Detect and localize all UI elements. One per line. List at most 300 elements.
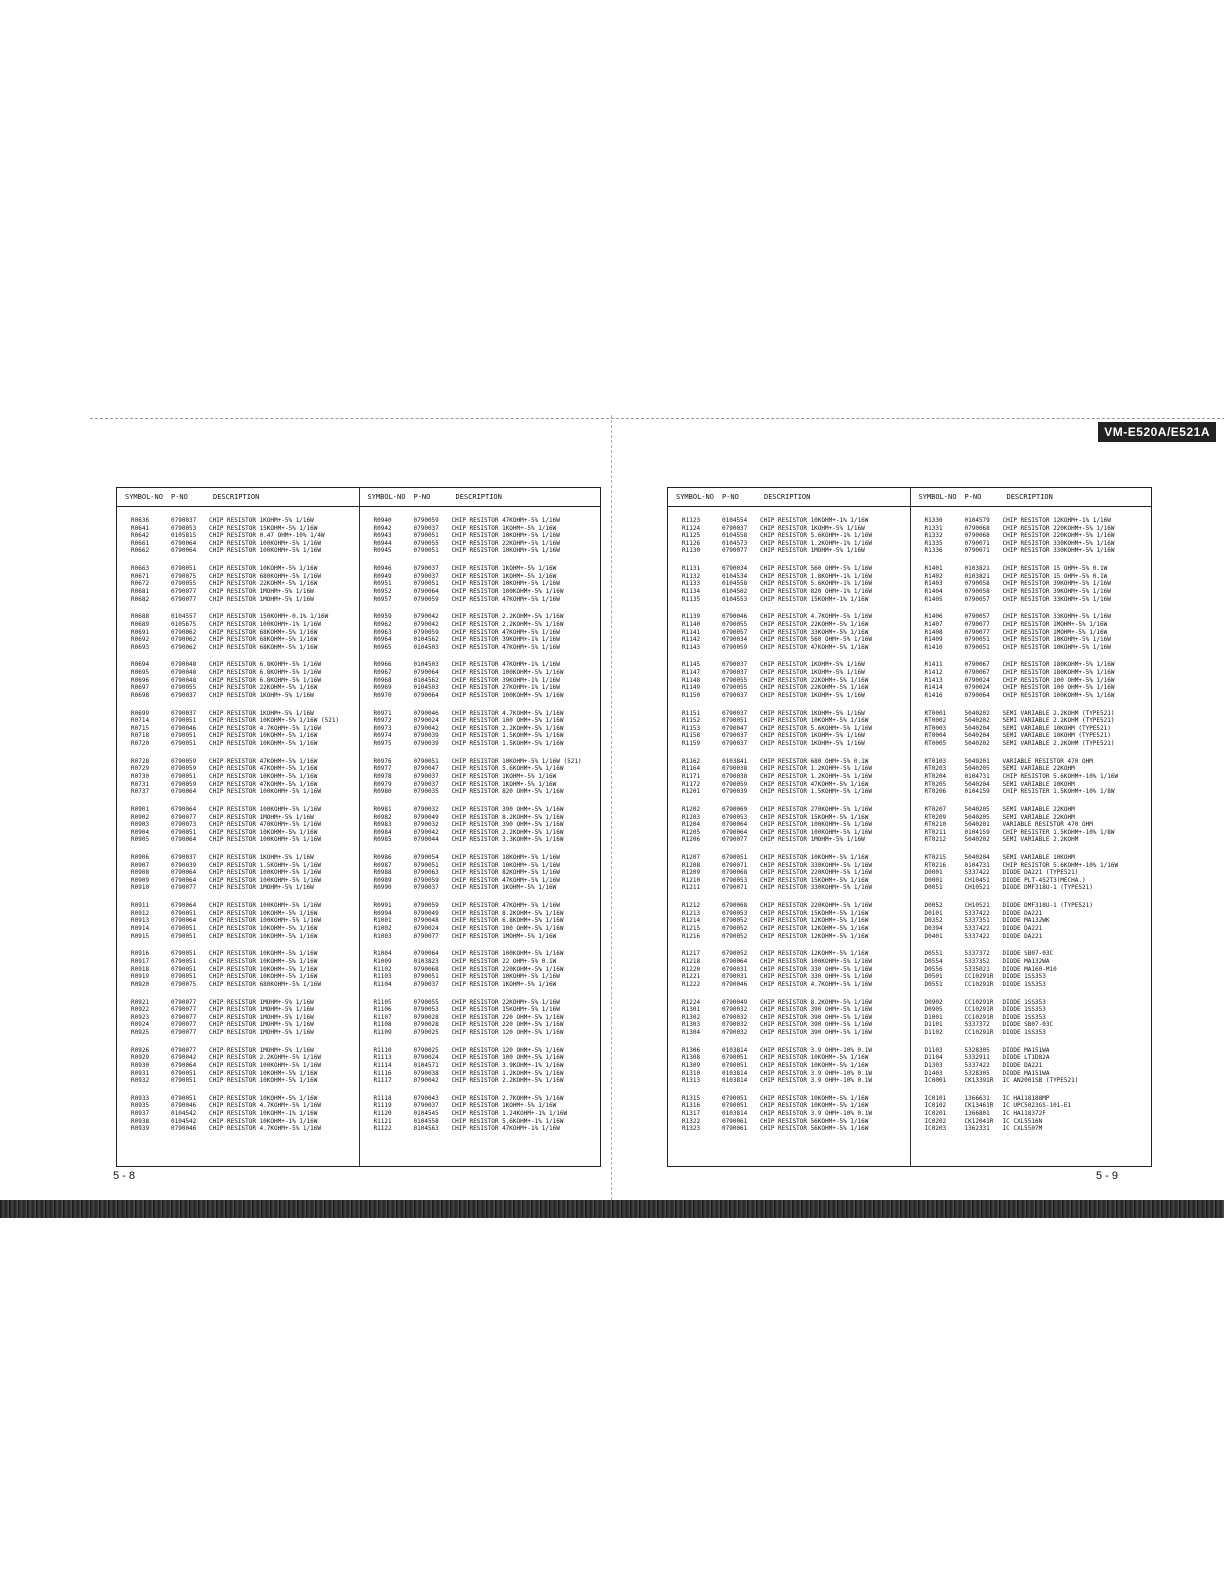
symbol-no: R1159 — [682, 740, 701, 747]
table-row — [668, 644, 910, 652]
symbol-no: R0728 — [131, 757, 150, 765]
table-row — [911, 910, 1153, 918]
description: DIODE DA221 (TYPE521) — [1002, 869, 1079, 877]
symbol-no: D0051 — [924, 884, 943, 892]
symbol-no: R0697 — [131, 684, 150, 692]
table-row — [911, 1047, 1153, 1055]
part-no: 0790052 — [722, 917, 748, 925]
header-p-no: P-NO — [964, 493, 982, 501]
table-row — [668, 788, 910, 796]
symbol-no: R1148 — [682, 676, 701, 684]
description: CHIP RESISTOR 100KOHM+-5% 1/16W — [209, 547, 321, 555]
part-no: 0103823 — [413, 958, 439, 965]
description: CHIP RESISTOR 2.2KOHM+-5% 1/16W — [451, 828, 564, 836]
description: CHIP RESISTOR 0.47 OHM+-10% 1/4W — [209, 532, 325, 540]
part-no: 0790037 — [171, 691, 197, 699]
symbol-no: R0698 — [131, 691, 150, 699]
table-row — [360, 814, 602, 822]
symbol-no: R1408 — [924, 628, 943, 636]
description: CHIP RESISTOR 470KOHM+-5% 1/16W — [209, 821, 321, 829]
parts-group — [360, 1095, 602, 1133]
parts-group — [117, 1047, 359, 1085]
table-row — [117, 877, 359, 885]
description: CHIP RESISTOR 680KOHM+-5% 1/16W — [209, 980, 321, 988]
symbol-no: R1202 — [682, 805, 701, 813]
table-row — [117, 532, 359, 540]
table-row — [117, 565, 359, 573]
description: CHIP RESISTOR 47KOHM+-5% 1/16W — [451, 628, 560, 636]
table-row — [668, 854, 910, 862]
table-row — [911, 902, 1153, 910]
description: SEMI VARIABLE 10KOHM — [1002, 854, 1075, 862]
part-no: 5040202 — [964, 717, 990, 725]
symbol-no: R0977 — [373, 765, 392, 773]
description: CHIP RESISTOR 15KOHM+-1% 1/16W — [760, 595, 869, 603]
description: CHIP RESISTOR 220KOHM+-5% 1/16W — [451, 965, 564, 973]
description: CHIP RESISTOR 68KOHM+-5% 1/16W — [209, 628, 318, 636]
table-row — [668, 677, 910, 685]
symbol-no: R1117 — [373, 1077, 392, 1085]
symbol-no: R1308 — [682, 1054, 701, 1062]
part-no: 0790049 — [722, 998, 748, 1006]
table-row — [117, 580, 359, 588]
parts-list-page-right — [667, 487, 1152, 1167]
part-no: 0104571 — [413, 1061, 439, 1069]
table-row — [668, 1110, 910, 1118]
symbol-no: RT0204 — [924, 772, 947, 780]
table-row — [117, 758, 359, 766]
symbol-no: R1153 — [682, 724, 701, 732]
table-row — [911, 981, 1153, 989]
description: CHIP RESISTOR 270KOHM+-5% 1/16W — [760, 805, 872, 813]
page-number-left: 5 - 8 — [113, 1170, 136, 1182]
symbol-no: RT0001 — [924, 709, 947, 717]
table-row — [911, 1077, 1153, 1085]
table-row — [117, 958, 359, 966]
parts-group — [668, 950, 910, 988]
part-no: 0790055 — [171, 580, 197, 588]
table-row — [911, 1029, 1153, 1037]
symbol-no: R1224 — [682, 998, 701, 1006]
symbol-no: R1109 — [373, 1028, 392, 1036]
part-no: 0790063 — [413, 869, 439, 877]
part-no: 5337422 — [964, 925, 990, 933]
part-no: 0790059 — [413, 595, 439, 603]
symbol-no: R0981 — [373, 805, 392, 813]
symbol-no: R0915 — [131, 932, 150, 940]
table-row — [668, 1014, 910, 1022]
table-row — [117, 999, 359, 1007]
part-no: 0790051 — [171, 909, 197, 917]
description: DIODE SB07-03C — [1002, 950, 1054, 958]
symbol-no: R0912 — [131, 909, 150, 917]
symbol-no: R0935 — [131, 1102, 150, 1110]
table-row — [668, 933, 910, 941]
description: CHIP RESISTOR 390 OHM+-5% 1/16W — [451, 821, 564, 829]
symbol-no: R1317 — [682, 1110, 701, 1118]
description: CHIP RESISTOR 39KOHM+-1% 1/16W — [451, 636, 560, 644]
symbol-no: R0994 — [373, 909, 392, 917]
description: SEMI VARIABLE 2.2KOHM (TYPE521) — [1002, 740, 1115, 747]
part-no: 0790042 — [413, 1077, 439, 1085]
symbol-no: R1332 — [924, 532, 943, 540]
description: CHIP RESISTOR 680KOHM+-5% 1/16W — [209, 572, 321, 580]
table-row — [911, 732, 1153, 740]
symbol-no: R0962 — [373, 620, 392, 628]
description: CHIP RESISTOR 1MOHM+-5% 1/16W — [209, 998, 314, 1006]
description: CHIP RESISTOR 22KOHM+-5% 1/16W — [760, 684, 869, 692]
parts-group — [360, 613, 602, 651]
description: CHIP RESISTOR 5.6KOHM+-10% 1/16W — [1002, 772, 1119, 780]
table-row — [668, 829, 910, 837]
table-row — [360, 1095, 602, 1103]
parts-group — [117, 661, 359, 699]
symbol-no: R0715 — [131, 724, 150, 732]
symbol-no: R0636 — [131, 517, 150, 524]
table-row — [911, 966, 1153, 974]
symbol-no: R0718 — [131, 732, 150, 740]
part-no: 5040205 — [964, 813, 990, 821]
description: CHIP RESISTOR 1KOHM+-5% 1/16W — [760, 669, 865, 677]
symbol-no: R0688 — [131, 613, 150, 621]
table-row — [360, 821, 602, 829]
part-no: 0790051 — [964, 636, 990, 644]
table-row — [360, 999, 602, 1007]
part-no: 0790051 — [171, 965, 197, 973]
symbol-no: R0920 — [131, 980, 150, 988]
symbol-no: R1162 — [682, 757, 701, 765]
parts-group — [360, 565, 602, 603]
description: CHIP RESISTOR 220KOHM+-5% 1/16W — [760, 902, 872, 910]
table-row — [668, 814, 910, 822]
symbol-no: R1151 — [682, 709, 701, 717]
table-row — [117, 884, 359, 892]
parts-group — [911, 999, 1153, 1037]
header-description: DESCRIPTION — [764, 493, 811, 501]
description: CHIP RESISTER 1.5KOHM+-10% 1/8W — [1002, 788, 1115, 796]
table-row — [911, 758, 1153, 766]
table-row — [668, 884, 910, 892]
table-row — [360, 925, 602, 933]
part-no: 0790046 — [171, 1125, 197, 1133]
part-no: 5040204 — [964, 854, 990, 862]
symbol-no: R0987 — [373, 861, 392, 869]
table-row — [360, 829, 602, 837]
table-row — [360, 565, 602, 573]
table-row — [911, 710, 1153, 718]
part-no: 0790051 — [722, 717, 748, 725]
table-row — [668, 773, 910, 781]
symbol-no: D0001 — [924, 876, 943, 884]
symbol-no: R0985 — [373, 836, 392, 844]
description: CHIP RESISTOR 120 OHM+-5% 1/16W — [451, 1028, 564, 1036]
symbol-no: R0982 — [373, 813, 392, 821]
table-row — [360, 1125, 602, 1133]
table-row — [117, 717, 359, 725]
description: DIODE DMF318U-1 (TYPE521) — [1002, 902, 1093, 910]
table-row — [360, 636, 602, 644]
description: CHIP RESISTOR 4.7KOHM+-5% 1/16W — [209, 1102, 321, 1110]
symbol-no: R0986 — [373, 854, 392, 862]
description: CHIP RESISTOR 18KOHM+-5% 1/16W — [451, 854, 560, 862]
description: CHIP RESISTOR 2.2KOHM+-5% 1/16W — [451, 613, 564, 621]
description: CHIP RESISTOR 47KOHM+-1% 1/16W — [451, 1125, 560, 1133]
symbol-no: R0939 — [131, 1125, 150, 1133]
description: CHIP RESISTOR 10KOHM+-5% 1/16W (521) — [209, 717, 340, 725]
part-no: 0790051 — [171, 958, 197, 965]
table-row — [360, 836, 602, 844]
symbol-no: RT0004 — [924, 732, 947, 740]
symbol-no: R0933 — [131, 1094, 150, 1102]
table-row — [117, 1062, 359, 1070]
parts-group — [911, 758, 1153, 796]
symbol-no: R0696 — [131, 676, 150, 684]
symbol-no: R1407 — [924, 620, 943, 628]
symbol-no: R0984 — [373, 828, 392, 836]
symbol-no: R1315 — [682, 1094, 701, 1102]
description: CHIP RESISTOR 15KOHM+-5% 1/16W — [760, 813, 869, 821]
part-no: 0790075 — [171, 572, 197, 580]
parts-group — [360, 1047, 602, 1085]
part-no: 0790077 — [171, 1028, 197, 1036]
parts-group — [911, 661, 1153, 699]
description: CHIP RESISTOR 1KOHM+-5% 1/16W — [760, 524, 865, 532]
part-no: 0790077 — [722, 836, 748, 844]
symbol-no: R1206 — [682, 836, 701, 844]
description: CHIP RESISTOR 10KOHM+-5% 1/16W (521) — [451, 757, 582, 765]
symbol-no: R0967 — [373, 669, 392, 677]
description: CHIP RESISTOR 100KOHM+-5% 1/16W — [209, 1061, 321, 1069]
description: CHIP RESISTOR 12KOHM+-5% 1/16W — [760, 917, 869, 925]
symbol-no: R0945 — [373, 547, 392, 555]
part-no: 0790051 — [413, 547, 439, 555]
header-symbol-no: SYMBOL-NO — [367, 493, 406, 501]
part-no: 0790077 — [171, 1021, 197, 1029]
header-description: DESCRIPTION — [455, 493, 502, 501]
part-no: 0790051 — [171, 740, 197, 747]
table-row — [117, 661, 359, 669]
table-row — [911, 644, 1153, 652]
description: CHIP RESISTOR 1KOHM+-5% 1/16W — [451, 780, 557, 788]
table-row — [117, 596, 359, 604]
symbol-no: R0699 — [131, 709, 150, 717]
description: CHIP RESISTOR 1MOHM+-5% 1/16W — [209, 1021, 314, 1029]
table-row — [668, 1054, 910, 1062]
table-row — [117, 836, 359, 844]
part-no: 0104545 — [413, 1110, 439, 1118]
symbol-no: R0963 — [373, 628, 392, 636]
symbol-no: R0957 — [373, 595, 392, 603]
part-no: 0790024 — [413, 925, 439, 933]
description: CHIP RESISTOR 1KOHM+-5% 1/16W — [760, 691, 865, 699]
table-row — [668, 684, 910, 692]
description: CHIP RESISTOR 68KOHM+-5% 1/16W — [209, 643, 318, 651]
table-row — [117, 740, 359, 748]
part-no: 0790038 — [722, 772, 748, 780]
description: DIODE 1SS353 — [1002, 1028, 1046, 1036]
table-row — [668, 573, 910, 581]
table-row — [117, 925, 359, 933]
symbol-no: R1103 — [373, 973, 392, 981]
description: DIODE DMF318U-1 (TYPE521) — [1002, 884, 1093, 892]
symbol-no: RT0103 — [924, 757, 947, 765]
table-row — [668, 925, 910, 933]
symbol-no: D0394 — [924, 925, 943, 933]
table-row — [360, 1029, 602, 1037]
part-no: 0790039 — [722, 788, 748, 796]
parts-group — [360, 854, 602, 892]
description: CHIP RESISTOR 8.2KOHM+-5% 1/16W — [760, 998, 872, 1006]
symbol-no: R0695 — [131, 669, 150, 677]
symbol-no: R0951 — [373, 580, 392, 588]
description: CHIP RESISTOR 10KOHM+-5% 1/16W — [760, 1054, 869, 1062]
symbol-no: R0908 — [131, 869, 150, 877]
description: CHIP RESISTOR 220 OHM+-5% 1/16W — [451, 1013, 564, 1021]
description: CHIP RESISTOR 100KOHM+-5% 1/16W — [209, 869, 321, 877]
part-no: 0790037 — [722, 740, 748, 747]
description: CHIP RESISTOR 47KOHM+-5% 1/16W — [209, 780, 318, 788]
description: CHIP RESISTOR 1KOHM+-5% 1/16W — [760, 732, 865, 740]
symbol-no: R1323 — [682, 1125, 701, 1133]
symbol-no: R0973 — [373, 724, 392, 732]
part-no: 0790032 — [413, 821, 439, 829]
description: SEMI VARIABLE 10KOHM (TYPE521) — [1002, 732, 1111, 740]
description: CHIP RESISTOR 3.9KOHM+-1% 1/16W — [451, 1061, 564, 1069]
table-row — [911, 917, 1153, 925]
symbol-no: R1330 — [924, 517, 943, 524]
description: CHIP RESISTOR 1MOHM+-5% 1/16W — [760, 836, 865, 844]
table-row — [911, 950, 1153, 958]
symbol-no: R1130 — [682, 547, 701, 555]
part-no: 0105675 — [171, 620, 197, 628]
table-row — [911, 532, 1153, 540]
part-no: 0790064 — [171, 805, 197, 813]
parts-group — [360, 950, 602, 988]
table-row — [360, 644, 602, 652]
symbol-no: R1336 — [924, 547, 943, 555]
symbol-no: R0991 — [373, 902, 392, 910]
symbol-no: R1401 — [924, 565, 943, 573]
description: DIODE 1SS353 — [1002, 973, 1046, 981]
parts-group — [668, 565, 910, 603]
part-no: 0790037 — [413, 572, 439, 580]
symbol-no: R0959 — [373, 613, 392, 621]
table-row — [911, 621, 1153, 629]
parts-group — [360, 661, 602, 699]
symbol-no: D1101 — [924, 1021, 943, 1029]
symbol-no: R1114 — [373, 1061, 392, 1069]
symbol-no: R0974 — [373, 732, 392, 740]
parts-group — [360, 806, 602, 844]
part-no: 0790038 — [413, 1069, 439, 1077]
description: CHIP RESISTOR 10KOHM+-5% 1/16W — [760, 1094, 869, 1102]
symbol-no: R1141 — [682, 628, 701, 636]
symbol-no: R1102 — [373, 965, 392, 973]
part-no: 0790034 — [722, 636, 748, 644]
description: CHIP RESISTOR 220KOHM+-5% 1/16W — [1002, 532, 1115, 540]
description: CHIP RESISTOR 10KOHM+-5% 1/16W — [451, 547, 560, 555]
part-no: 0790039 — [413, 732, 439, 740]
part-no: 0104554 — [722, 517, 748, 524]
part-no: 0790037 — [413, 1102, 439, 1110]
description: CHIP RESISTOR 1.5KOHM+-5% 1/16W — [209, 861, 321, 869]
symbol-no: R0979 — [373, 780, 392, 788]
part-no: 0790032 — [722, 1021, 748, 1029]
symbol-no: R1222 — [682, 980, 701, 988]
table-row — [117, 588, 359, 596]
header-description: DESCRIPTION — [213, 493, 260, 501]
symbol-no: R0730 — [131, 772, 150, 780]
symbol-no: R0978 — [373, 772, 392, 780]
part-no: 0790064 — [722, 958, 748, 965]
part-no: 0790064 — [171, 547, 197, 555]
table-row — [911, 692, 1153, 700]
description: CHIP RESISTOR 1MOHM+-5% 1/16W — [209, 595, 314, 603]
description: CHIP RESISTOR 2.7KOHM+-5% 1/16W — [451, 1094, 564, 1102]
symbol-no: RT0216 — [924, 861, 947, 869]
parts-group — [911, 517, 1153, 555]
description: CHIP RESISTOR 12KOHM+-1% 1/16W — [1002, 517, 1111, 524]
table-row — [911, 854, 1153, 862]
table-row — [911, 669, 1153, 677]
table-row — [117, 1077, 359, 1085]
table-row — [911, 821, 1153, 829]
parts-group — [117, 517, 359, 555]
description: VARIABLE RESISTOR 470 OHM — [1002, 821, 1093, 829]
description: CHIP RESISTOR 3.3KOHM+-5% 1/16W — [451, 836, 564, 844]
part-no: 0790051 — [171, 732, 197, 740]
table-row — [117, 902, 359, 910]
table-row — [117, 1110, 359, 1118]
part-no: 0790031 — [722, 965, 748, 973]
part-no: 0790037 — [413, 884, 439, 892]
description: CHIP RESISTOR 1KOHM+-5% 1/16W — [451, 572, 557, 580]
part-no: 0790051 — [171, 565, 197, 573]
description: CHIP RESISTOR 4.7KOHM+-5% 1/16W — [209, 724, 321, 732]
part-no: CK13391R — [964, 1077, 994, 1085]
part-no: 0790025 — [413, 1028, 439, 1036]
parts-column — [117, 488, 359, 1166]
parts-group — [911, 950, 1153, 988]
description: CHIP RESISTOR 390 OHM+-5% 1/16W — [760, 1013, 872, 1021]
table-row — [360, 806, 602, 814]
part-no: 0790024 — [964, 684, 990, 692]
part-no: 0790064 — [171, 539, 197, 547]
part-no: 0790051 — [722, 854, 748, 862]
part-no: 0790077 — [171, 998, 197, 1006]
part-no: 5335021 — [964, 965, 990, 973]
part-no: 0790068 — [722, 902, 748, 910]
table-row — [360, 532, 602, 540]
symbol-no: R1204 — [682, 821, 701, 829]
part-no: 0790069 — [722, 805, 748, 813]
table-row — [360, 1110, 602, 1118]
part-no: 0790064 — [413, 587, 439, 595]
part-no: 0790051 — [413, 861, 439, 869]
symbol-no: R1147 — [682, 669, 701, 677]
description: CHIP RESISTOR 12KOHM+-5% 1/16W — [760, 950, 869, 958]
part-no: 0790067 — [964, 669, 990, 677]
part-no: 0790037 — [413, 780, 439, 788]
description: CHIP RESISTOR 1KOHM+-5% 1/16W — [451, 884, 557, 892]
description: CHIP RESISTOR 100KOHM+-5% 1/16W — [451, 669, 564, 677]
symbol-no: R1313 — [682, 1077, 701, 1085]
symbol-no: R0971 — [373, 709, 392, 717]
part-no: 0790064 — [964, 691, 990, 699]
part-no: 0790077 — [171, 595, 197, 603]
description: DIODE DA221 — [1002, 1061, 1043, 1069]
table-row — [911, 1125, 1153, 1133]
